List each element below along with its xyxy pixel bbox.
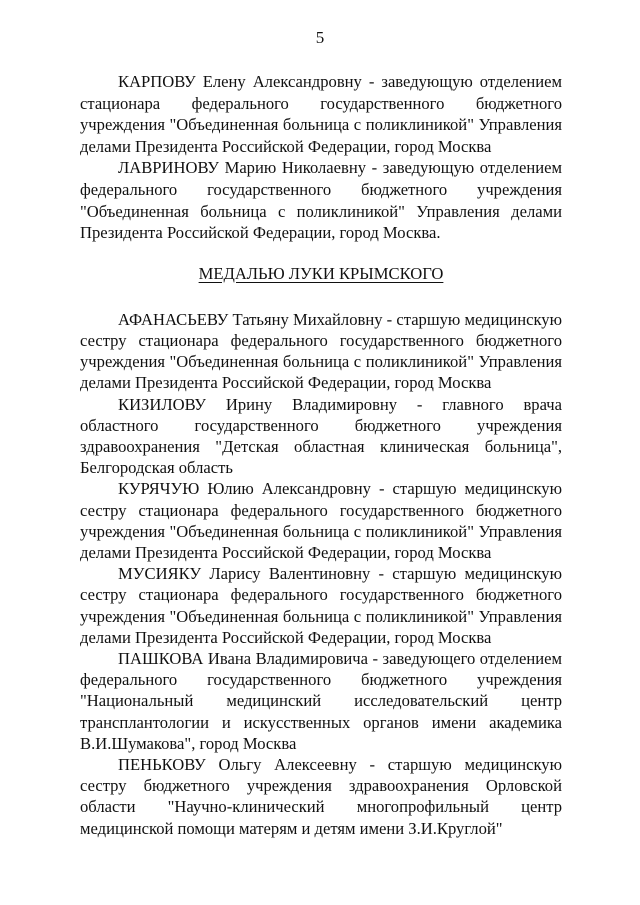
section-heading-luka-krymsky-medal: МЕДАЛЬЮ ЛУКИ КРЫМСКОГО [198,263,444,283]
award-entry-kuryachaya: КУРЯЧУЮ Юлию Александровну - старшую медицинскую сестру стационара федерального государственного бюджетного учреждения "Объединенная больница с поликлиникой" Управления делами Президента Российской Федерации, город Москва [80,479,562,562]
award-entry-lavrinova: ЛАВРИНОВУ Марию Николаевну - заведующую отделением федерального государственного бюджетного учреждения "Объединенная больница с поликлиникой" Управления делами Президента Российской Федерации, город Москва. [80,158,562,243]
award-entry-karpova: КАРПОВУ Елену Александровну - заведующую отделением стационара федерального государственного бюджетного учреждения "Объединенная больница с поликлиникой" Управления делами Президента Российской Федерации, город Москва [80,72,562,156]
award-list-luka-krymsky-medal [80,309,562,839]
award-entry-penkova: ПЕНЬКОВУ Ольгу Алексеевну - старшую медицинскую сестру бюджетного учреждения здравоохранения Орловской области "Научно-клинический многопрофильный центр медицинской помощи матерям и детям имени З.И.Круглой" [80,755,562,838]
award-entry-kizilova: КИЗИЛОВУ Ирину Владимировну - главного врача областного государственного бюджетного учреждения здравоохранения "Детская областная клиническая больница", Белгородская область [80,394,562,478]
award-entry-afanasyeva: АФАНАСЬЕВУ Татьяну Михайловну - старшую медицинскую сестру стационара федерального государственного бюджетного учреждения "Объединенная больница с поликлиникой" Управления делами Президента Российской Федерации, город Москва [80,309,562,393]
page-number: 5 [315,28,325,47]
award-entry-pashkov: ПАШКОВА Ивана Владимировича - заведующего отделением федерального государственного бюджетного учреждения "Национальный медицинский исследовательский центр трансплантологии и искусственных органов имени академика В.И.Шумакова", город Москва [80,649,562,753]
document-body [80,71,562,839]
award-list-previous-section [80,71,562,244]
award-entry-musiyaka: МУСИЯКУ Ларису Валентиновну - старшую медицинскую сестру стационара федерального государственного бюджетного учреждения "Объединенная больница с поликлиникой" Управления делами Президента Российской Федерации, город Москва [80,564,562,647]
